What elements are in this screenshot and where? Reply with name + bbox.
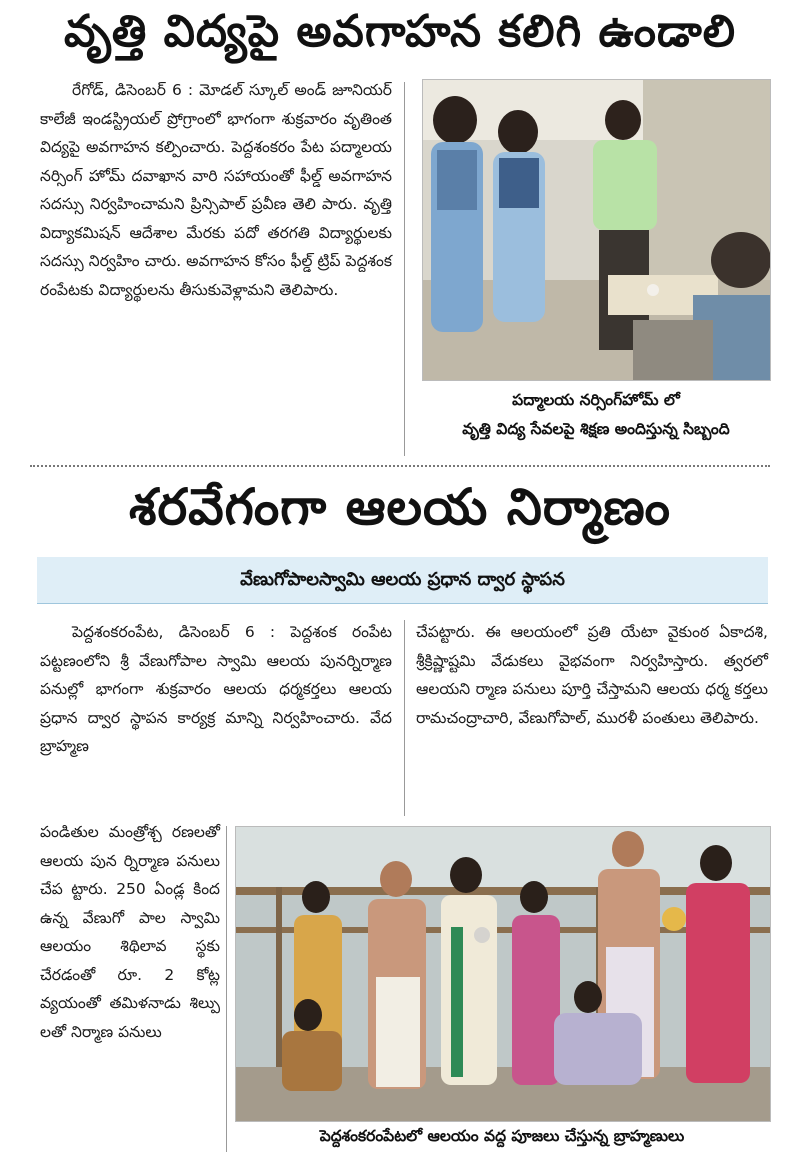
story-temple-paragraph: పెద్దశంకరంపేట, డిసెంబర్ 6 : పెద్దశంక రంపేట పట్టణంలోని శ్రీ వేణుగోపాల స్వామి ఆలయ పునర్నిర్మాణ పనుల్లో భాగంగా శుక్రవారం ఆలయ ధర్మకర్తలు ఆలయ ప్రధాన ద్వార స్థాపన కార్యక్ర మాన్ని నిర్వహించారు. వేద బ్రాహ్మణ xyxy=(40,623,392,755)
subheadline-temple-gate: వేణుగోపాలస్వామి ఆలయ ప్రధాన ద్వార స్థాపన xyxy=(37,557,768,604)
photo-caption-temple-puja: పెద్దశంకరంపేటలో ఆలయం వద్ద పూజలు చేస్తున్న బ్రాహ్మణులు xyxy=(319,1127,685,1145)
temple-puja-photo xyxy=(235,826,771,1122)
story-temple-column-2 xyxy=(416,618,768,732)
story-temple-paragraph: పండితుల మంత్రోశ్చ రణలతో ఆలయ పున ర్నిర్మాణ పనులు చేప ట్టారు. 250 ఏండ్ల కింద ఉన్న వేణుగో పాల స్వామి ఆలయం శిథిలావ స్థకు చేరడంతో రూ. 2 కోట్ల వ్యయంతో తమిళనాడు శిల్పు లతో నిర్మాణ పనులు xyxy=(40,823,220,1041)
headline-temple-construction: శరవేగంగా ఆలయ నిర్మాణం xyxy=(128,478,671,536)
story-temple-column-1-continued xyxy=(40,818,220,1046)
section-separator xyxy=(30,465,770,467)
column-divider xyxy=(404,82,405,456)
nursing-home-training-photo xyxy=(422,79,771,381)
story-vocational-body xyxy=(40,76,392,304)
story-temple-column-1 xyxy=(40,618,392,761)
column-divider xyxy=(404,620,405,816)
story-temple-paragraph: చేపట్టారు. ఈ ఆలయంలో ప్రతి యేటా వైకుంఠ ఏకాదశి, శ్రీక్రిష్ణాష్టమి వేడుకలు వైభవంగా నిర్వహిస్తారు. త్వరలో ఆలయని ర్మాణ పనులు పూర్తి చేస్తామని ఆలయ ధర్మ కర్తలు రామచంద్రాచారి, వేణుగోపాల్, మురళీ పంతులు తెలిపారు. xyxy=(416,623,768,727)
column-divider xyxy=(226,826,227,1152)
story-vocational-paragraph: రేగోడ్, డిసెంబర్ 6 : మోడల్ స్కూల్ అండ్ జూనియర్ కాలేజీ ఇండస్ట్రియల్ ప్రోగ్రాంలో భాగంగా శుక్రవారం వృతింత విద్యపై అవగాహన కల్పించారు. పెద్దశంకరం పేట పద్మాలయ నర్సింగ్ హోమ్ దవాఖాన వారి సహాయంతో ఫీల్డ్ అవగాహన సదస్సు నిర్వహించామని ప్రిన్సిపాల్ ప్రవీణ తెలి పారు. వృత్తి విద్యాకమిషన్ ఆదేశాల మేరకు పదో తరగతి విద్యార్థులకు సదస్సు నిర్వహిం చారు. అవగాహన కోసం ఫీల్డ్ ట్రిప్ పెద్దశంక రంపేటకు విద్యార్థులను తీసుకువెళ్లామని తెలిపారు. xyxy=(40,81,392,299)
headline-vocational-education: వృత్తి విద్యపై అవగాహన కలిగి ఉండాలి xyxy=(63,6,737,57)
caption-line: వృత్తి విద్య సేవలపై శిక్షణ అందిస్తున్న సిబ్బంది xyxy=(462,420,730,438)
caption-line: పద్మాలయ నర్సింగ్‌హోమ్ లో xyxy=(512,391,680,409)
photo-caption-nursing-home xyxy=(418,386,774,444)
